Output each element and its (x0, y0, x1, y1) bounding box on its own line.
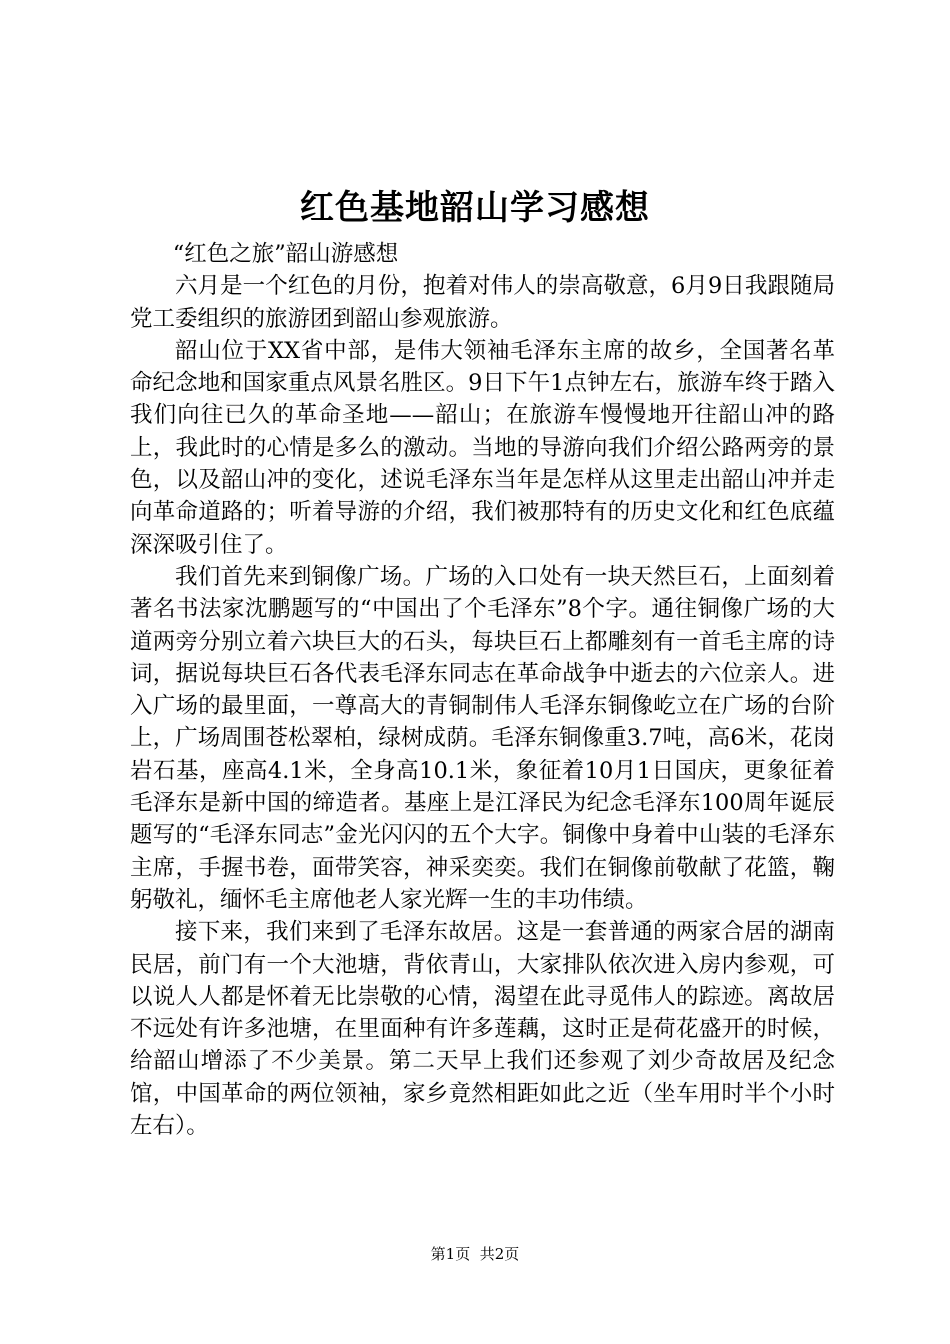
document-title: 红色基地韶山学习感想 (300, 188, 650, 228)
document-subtitle: “红色之旅”韶山游感想 (172, 241, 399, 267)
paragraph: 六月是一个红色的月份，抱着对伟人的崇高敬意，6月9日我跟随局党工委组织的旅游团到韶山参观旅游。 (130, 273, 835, 332)
page-number: 第1页 (430, 1245, 471, 1263)
page-total: 共2页 (479, 1245, 520, 1263)
page-footer (0, 1244, 950, 1264)
paragraph: 我们首先来到铜像广场。广场的入口处有一块天然巨石，上面刻着著名书法家沈鹏题写的“中国出了个毛泽东”8个字。通往铜像广场的大道两旁分别立着六块巨大的石头，每块巨石上都雕刻有一首毛主席的诗词，据说每块巨石各代表毛泽东同志在革命战争中逝去的六位亲人。进入广场的最里面，一尊高大的青铜制伟人毛泽东铜像屹立在广场的台阶上，广场周围苍松翠柏，绿树成荫。毛泽东铜像重3.7吨，高6米，花岗岩石基，座高4.1米，全身高10.1米，象征着10月1日国庆，更象征着毛泽东是新中国的缔造者。基座上是江泽民为纪念毛泽东100周年诞辰题写的“毛泽东同志”金光闪闪的五个大字。铜像中身着中山装的毛泽东主席，手握书卷，面带笑容，神采奕奕。我们在铜像前敬献了花篮，鞠躬敬礼，缅怀毛主席他老人家光辉一生的丰功伟绩。 (130, 563, 835, 913)
paragraph: 韶山位于XX省中部，是伟大领袖毛泽东主席的故乡，全国著名革命纪念地和国家重点风景名胜区。9日下午1点钟左右，旅游车终于踏入我们向往已久的革命圣地——韶山；在旅游车慢慢地开往韶山冲的路上，我此时的心情是多么的激动。当地的导游向我们介绍公路两旁的景色，以及韶山冲的变化，述说毛泽东当年是怎样从这里走出韶山冲并走向革命道路的；听着导游的介绍，我们被那特有的历史文化和红色底蕴深深吸引住了。 (130, 337, 835, 558)
paragraph: 接下来，我们来到了毛泽东故居。这是一套普通的两家合居的湖南民居，前门有一个大池塘，背依青山，大家排队依次进入房内参观，可以说人人都是怀着无比崇敬的心情，渴望在此寻觅伟人的踪迹。离故居不远处有许多池塘，在里面种有许多莲藕，这时正是荷花盛开的时候，给韶山增添了不少美景。第二天早上我们还参观了刘少奇故居及纪念馆，中国革命的两位领袖，家乡竟然相距如此之近（坐车用时半个小时左右）。 (130, 919, 835, 1140)
document-body (130, 238, 835, 1142)
